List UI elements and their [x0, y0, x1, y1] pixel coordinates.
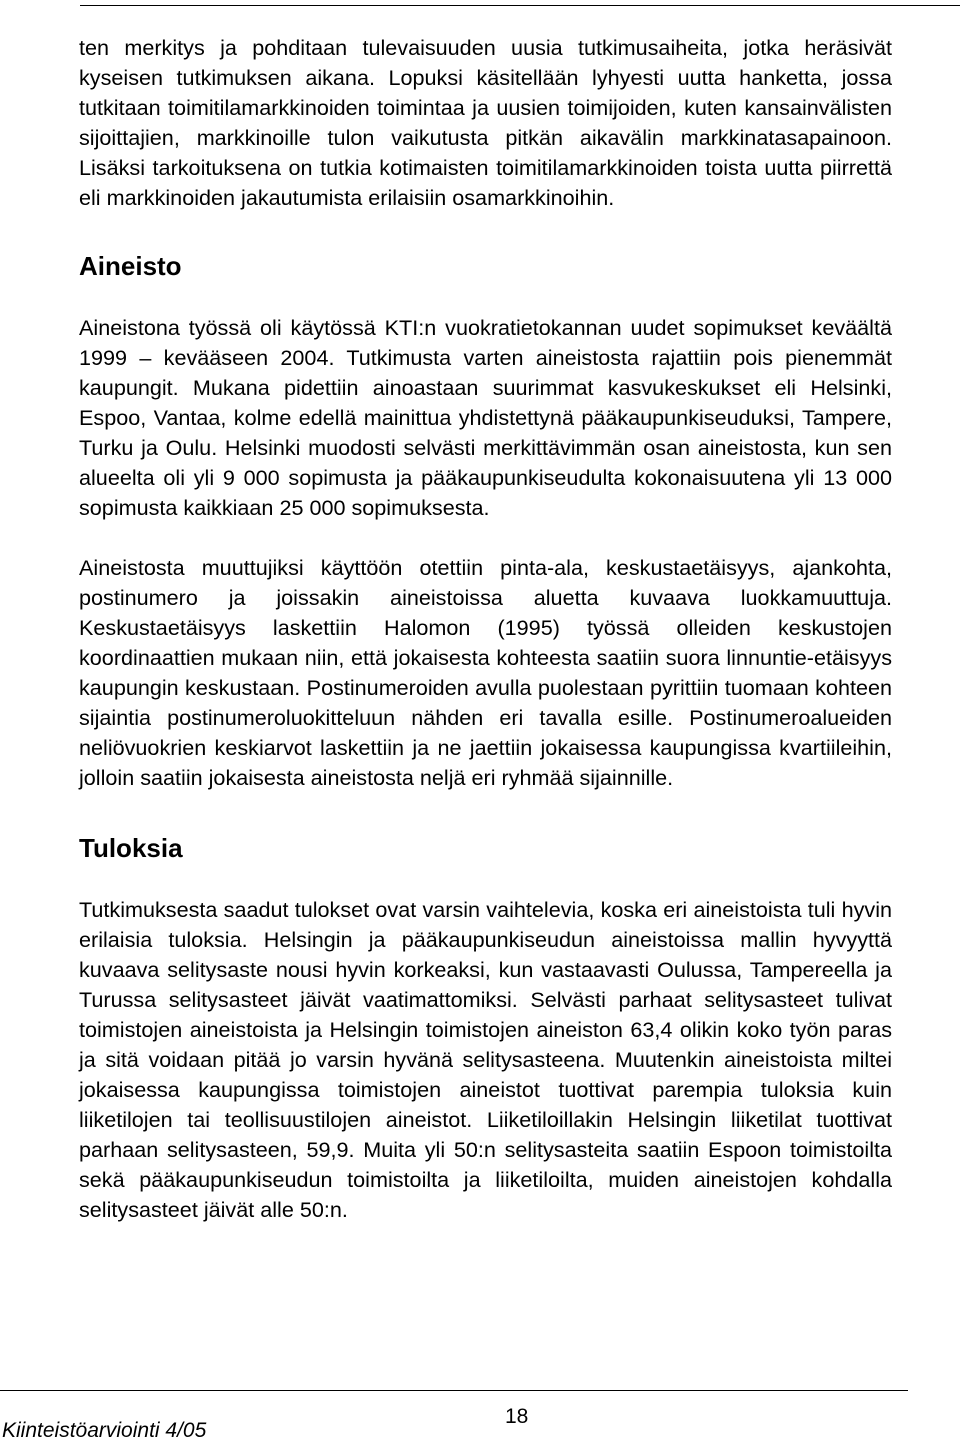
aineisto-paragraph-2: Aineistosta muuttujiksi käyttöön otettiin pinta-ala, keskustaetäisyys, ajankohta, postinumero ja joissakin aineistoissa aluetta kuvaava luokkamuuttuja. Keskustaetäisyys laskettiin Halomon (1995) työssä olleiden keskustojen koordinaattien mukaan niin, että jokaisesta kohteesta saatiin suora linnuntie-etäisyys kaupungin keskustaan. Postinumeroiden avulla puolestaan pyrittiin tuomaan kohteen sijaintia postinumeroluokitteluun nähden eri tavalla esille. Postinumeroalueiden neliövuokrien keskiarvot laskettiin ja ne jaettiin jokaisessa kaupungissa kvartiileihin, jolloin saatiin jokaisesta aineistosta neljä eri ryhmää sijainnille.: [79, 555, 892, 790]
footer-rule: [0, 1390, 908, 1391]
publication-name: Kiinteistöarviointi 4/05: [2, 1419, 207, 1442]
top-rule: [80, 5, 960, 6]
section-heading-aineisto: Aineisto: [79, 251, 182, 281]
aineisto-paragraph-1: Aineistona työssä oli käytössä KTI:n vuokratietokannan uudet sopimukset keväältä 1999 – kevääseen 2004. Tutkimusta varten aineistosta rajattiin pois pienemmät kaupungit. Mukana pidettiin ainoastaan suurimmat kasvukeskukset eli Helsinki, Espoo, Vantaa, kolme edellä mainittua yhdistettynä pääkaupunkiseuduksi, Tampere, Turku ja Oulu. Helsinki muodosti selvästi merkittävimmän osan aineistosta, kun sen alueelta oli yli 9 000 sopimusta ja pääkaupunkiseudulta kokonaisuutena yli 13 000 sopimusta kaikkiaan 25 000 sopimuksesta.: [79, 315, 892, 520]
page-number: 18: [505, 1405, 529, 1428]
document-body: [79, 33, 892, 1225]
intro-paragraph: ten merkitys ja pohditaan tulevaisuuden uusia tutkimusaiheita, jotka heräsivät kyseisen tutkimuksen aikana. Lopuksi käsitellään lyhyesti uutta hanketta, jossa tutkitaan toimitilamarkkinoiden toimintaa ja uusien toimijoiden, kuten kansainvälisten sijoittajien, markkinoille tulon vaikutusta pitkän aikavälin markkinatasapainoon. Lisäksi tarkoituksena on tutkia kotimaisten toimitilamarkkinoiden toista uutta piirrettä eli markkinoiden jakautumista erilaisiin osamarkkinoihin.: [79, 35, 892, 210]
section-heading-tuloksia: Tuloksia: [79, 833, 183, 863]
tuloksia-paragraph-1: Tutkimuksesta saadut tulokset ovat varsin vaihtelevia, koska eri aineistoista tuli hyvin erilaisia tuloksia. Helsingin ja pääkaupunkiseudun aineistoissa mallin hyvyyttä kuvaava selitysaste nousi hyvin korkeaksi, kun vastaavasti Oulussa, Tampereella ja Turussa selitysasteet jäivät vaatimattomiksi. Selvästi parhaat selitysasteet tulivat toimistojen aineistoista ja Helsingin toimistojen aineiston 63,4 olikin koko työn paras ja sitä voidaan pitää jo varsin hyvänä selitysasteena. Muutenkin aineistoista miltei jokaisessa kaupungissa toimistojen aineistot tuottivat parempia tuloksia kuin liiketilojen tai teollisuustilojen aineistot. Liiketiloillakin Helsingin liiketilat tuottivat parhaan selitysasteen, 59,9. Muita yli 50:n selitysasteita saatiin Espoon toimistoilta sekä pääkaupunkiseudun toimistoilta ja liiketiloilta, muiden aineistojen kohdalla selitysasteet jäivät alle 50:n.: [79, 897, 892, 1222]
